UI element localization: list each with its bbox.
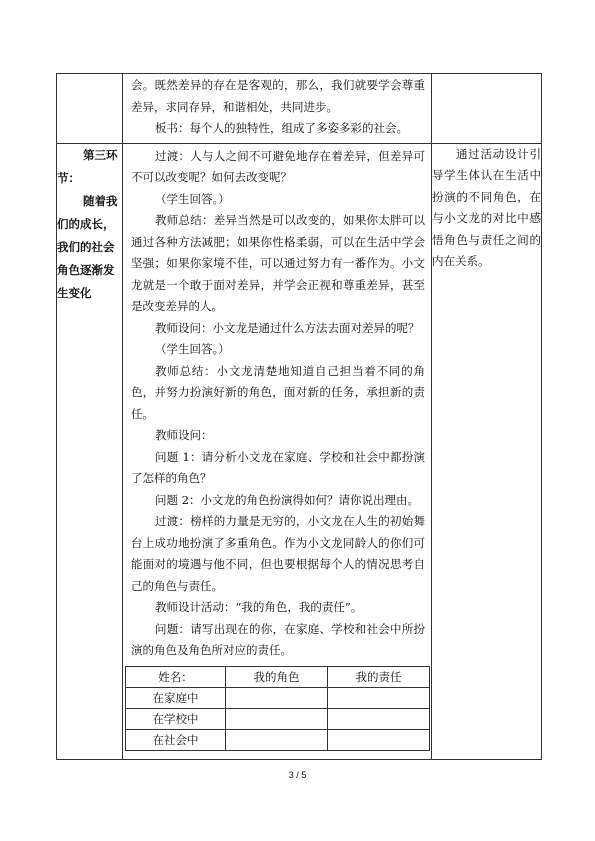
table-row — [126, 687, 430, 708]
content-cell — [123, 143, 432, 759]
table-row — [126, 729, 430, 750]
paragraph: 问题：请写出现在的你，在家庭、学校和社会中所扮演的角色及角色所对应的责任。 — [131, 621, 425, 657]
intent-cell-empty — [432, 74, 542, 144]
stage-cell-empty — [57, 74, 123, 144]
lesson-plan-table — [56, 73, 542, 760]
paragraph: （学生回答。） — [155, 191, 230, 206]
page-number: 3 / 5 — [288, 770, 307, 780]
header-responsibility: 我的责任 — [328, 666, 430, 687]
header-name: 姓名： — [126, 666, 226, 687]
stage-cell — [57, 143, 123, 759]
paragraph: 会。既然差异的存在是客观的，那么，我们就要学会尊重差异，求同存异，和谐相处，共同进步。 — [131, 78, 425, 114]
responsibility-blank — [328, 729, 430, 750]
table-row — [126, 708, 430, 729]
role-responsibility-table — [125, 666, 430, 751]
paragraph: 教师设问：小文龙是通过什么方法去面对差异的呢？ — [155, 320, 420, 335]
row-label: 在社会中 — [126, 729, 226, 750]
content-cell — [123, 74, 432, 144]
table-row — [57, 74, 542, 144]
table-row — [57, 143, 542, 759]
paragraph: 过渡：人与人之间不可避免地存在着差异，但差异可不可以改变呢？如何去改变呢？ — [131, 148, 425, 184]
role-blank — [226, 687, 328, 708]
paragraph: 过渡：榜样的力量是无穷的，小文龙在人生的初始舞台上成功地扮演了多重角色。作为小文龙同龄人的你们可能面对的境遇与他不同，但也要根据每个人的情况思考自己的角色与责任。 — [131, 514, 425, 593]
row-label: 在学校中 — [126, 708, 226, 729]
table-header-row — [126, 666, 430, 687]
paragraph: 教师总结：小文龙清楚地知道自己担当着不同的角色，并努力扮演好新的角色，面对新的任务，承担新的责任。 — [131, 363, 425, 421]
role-blank — [226, 708, 328, 729]
responsibility-blank — [328, 687, 430, 708]
paragraph: 教师设计活动：“我的角色，我的责任”。 — [155, 600, 363, 614]
paragraph: 教师设问： — [155, 428, 213, 442]
paragraph: 问题 2：小文龙的角色扮演得如何？请你说出理由。 — [155, 492, 419, 507]
stage-title: 第三环节： — [57, 147, 118, 185]
row-label: 在家庭中 — [126, 687, 226, 708]
stage-subtitle: 随着我们的成长，我们的社会角色逐渐发生变化 — [57, 193, 118, 300]
role-blank — [226, 729, 328, 750]
paragraph: （学生回答。） — [155, 342, 230, 356]
paragraph: 板书：每个人的独特性，组成了多姿多彩的社会。 — [155, 121, 408, 135]
header-role: 我的角色 — [226, 666, 328, 687]
design-intent-cell: 通过活动设计引导学生体认在生活中扮演的不同角色，在与小文龙的对比中感悟角色与责任之间的内在关系。 — [432, 143, 542, 759]
paragraph: 教师总结：差异当然是可以改变的，如果你太胖可以通过各种方法减肥；如果你性格柔弱，可以在生活中学会坚强；如果你家境不佳，可以通过努力有一番作为。小文龙就是一个敢于面对差异，并学会正视和尊重差异，甚至是改变差异的人。 — [131, 213, 425, 313]
paragraph: 问题 1：请分析小文龙在家庭、学校和社会中都扮演了怎样的角色？ — [131, 449, 425, 485]
responsibility-blank — [328, 708, 430, 729]
